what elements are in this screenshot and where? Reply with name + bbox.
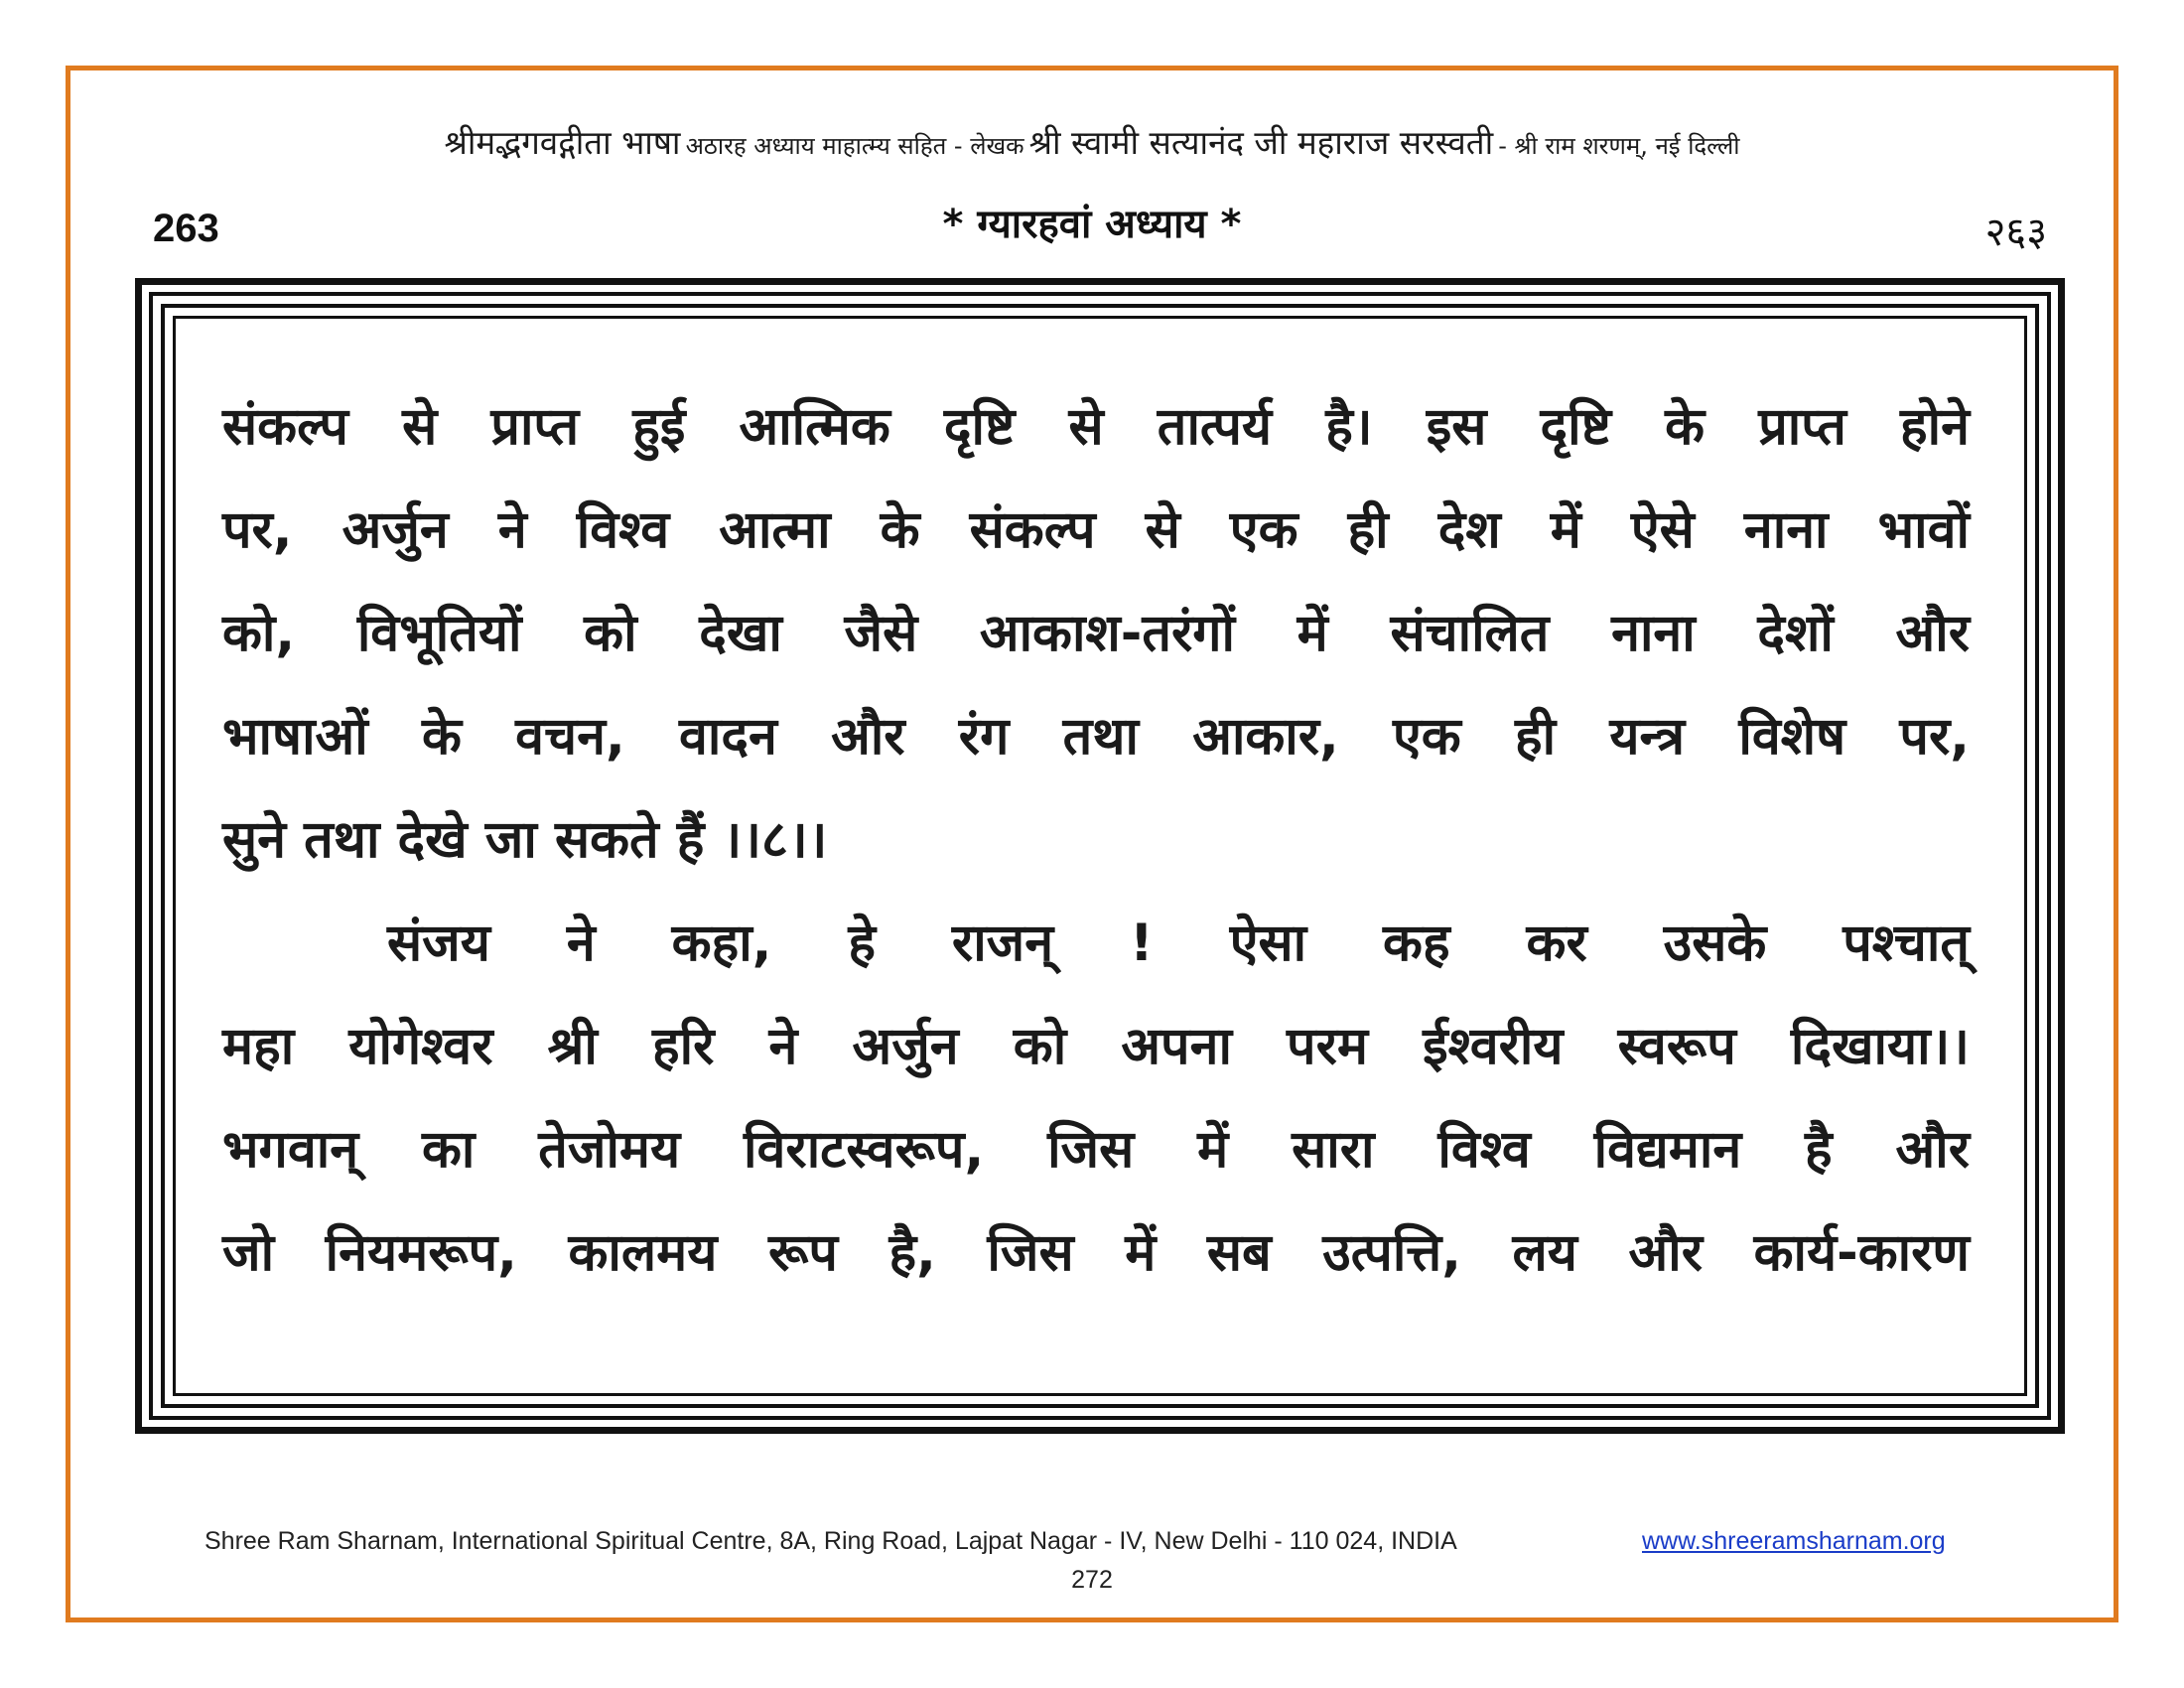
book-title: श्रीमद्भगवद्गीता भाषा xyxy=(444,123,681,162)
book-subtitle: अठारह अध्याय माहात्म्य सहित - लेखक xyxy=(685,132,1024,160)
website-link[interactable]: www.shreeramsharnam.org xyxy=(1642,1527,1946,1555)
running-header xyxy=(139,119,2045,164)
page-number-right: २६३ xyxy=(1984,210,2047,255)
footer-address: Shree Ram Sharnam, International Spiritual Centre, 8A, Ring Road, Lajpat Nagar - IV, New Delhi - 110 024, INDIA xyxy=(205,1527,1457,1555)
body-line-9: जो नियमरूप, कालमय रूप है, जिस में सब उत्पत्ति, लय और कार्य-कारण xyxy=(222,1223,1970,1283)
page-number-left: 263 xyxy=(153,207,219,250)
body-line-4: भाषाओं के वचन, वादन और रंग तथा आकार, एक ही यन्त्र विशेष पर, xyxy=(222,707,1970,767)
body-line-2: पर, अर्जुन ने विश्व आत्मा के संकल्प से एक ही देश में ऐसे नाना भावों xyxy=(222,500,1970,560)
chapter-title: * ग्यारहवां अध्याय * xyxy=(942,202,1242,247)
publisher-name: - श्री राम शरणम्, नई दिल्ली xyxy=(1498,132,1740,160)
author-name: श्री स्वामी सत्यानंद जी महाराज सरस्वती xyxy=(1028,123,1494,162)
body-line-6: संजय ने कहा, हे राजन् ! ऐसा कह कर उसके पश्चात् xyxy=(387,914,1970,973)
body-text xyxy=(222,375,1970,1305)
body-line-3: को, विभूतियों को देखा जैसे आकाश-तरंगों में संचालित नाना देशों और xyxy=(222,604,1970,663)
body-line-1: संकल्प से प्राप्त हुई आत्मिक दृष्टि से तात्पर्य है। इस दृष्टि के प्राप्त होने xyxy=(222,397,1970,457)
body-line-7: महा योगेश्वर श्री हरि ने अर्जुन को अपना परम ईश्वरीय स्वरूप दिखाया।। xyxy=(222,1017,1970,1076)
body-line-5: सुने तथा देखे जा सकते हैं ।।८।। xyxy=(222,810,828,870)
body-line-8: भगवान् का तेजोमय विराटस्वरूप, जिस में सारा विश्व विद्यमान है और xyxy=(222,1120,1970,1180)
footer-page-number: 272 xyxy=(1071,1566,1113,1594)
